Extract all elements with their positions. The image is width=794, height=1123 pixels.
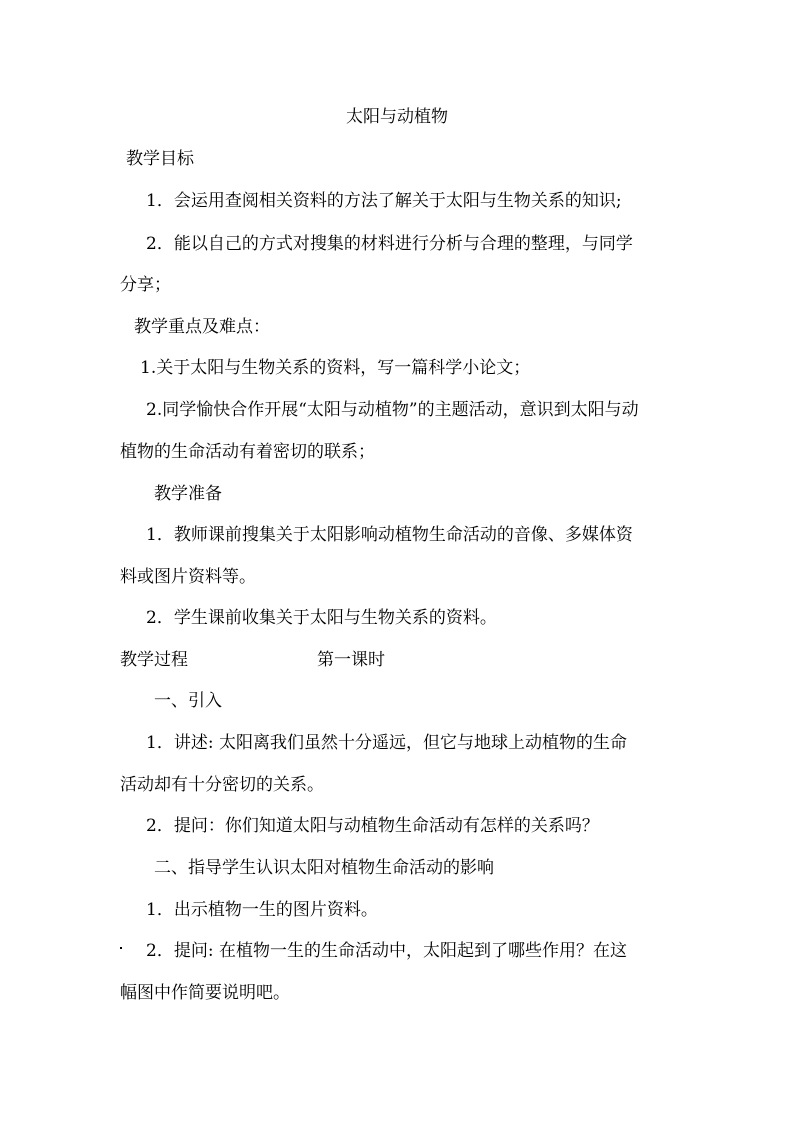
prep-item-2: 2．学生课前收集关于太阳与生物关系的资料。 — [146, 608, 497, 628]
intro-item-2: 2．提问：你们知道太阳与动植物生命活动有怎样的关系吗？ — [146, 816, 599, 836]
goal-item-1: 1．会运用查阅相关资料的方法了解关于太阳与生物关系的知识; — [146, 191, 622, 211]
document-title: 太阳与动植物 — [346, 107, 448, 127]
guide-item-2-line-2: 幅图中作简要说明吧。 — [120, 983, 290, 1003]
section-heading-key-points: 教学重点及难点： — [134, 317, 270, 337]
guide-item-2-line-1: 2．提问: 在植物一生的生命活动中，太阳起到了哪些作用？在这 — [146, 941, 627, 961]
part-heading-intro: 一、引入 — [154, 691, 222, 711]
part-heading-plant-guidance: 二、指导学生认识太阳对植物生命活动的影响 — [154, 858, 494, 878]
section-heading-process: 教学过程 — [120, 650, 188, 670]
section-heading-preparation: 教学准备 — [154, 484, 222, 504]
stray-mark — [120, 947, 122, 949]
section-heading-goals: 教学目标 — [126, 149, 194, 169]
goal-item-2-line-1: 2．能以自己的方式对搜集的材料进行分析与合理的整理，与同学 — [146, 234, 633, 254]
guide-item-1: 1．出示植物一生的图片资料。 — [146, 900, 378, 920]
prep-item-1-line-2: 料或图片资料等。 — [120, 567, 256, 587]
prep-item-1-line-1: 1．教师课前搜集关于太阳影响动植物生命活动的音像、多媒体资 — [146, 525, 633, 545]
goal-item-2-line-2: 分享； — [120, 275, 171, 295]
intro-item-1-line-2: 活动却有十分密切的关系。 — [120, 775, 324, 795]
key-point-1: 1.关于太阳与生物关系的资料，写一篇科学小论文； — [140, 358, 531, 378]
key-point-2-line-1: 2.同学愉快合作开展“太阳与动植物”的主题活动，意识到太阳与动 — [146, 400, 639, 420]
key-point-2-line-2: 植物的生命活动有着密切的联系； — [120, 442, 375, 462]
lesson-label: 第一课时 — [317, 650, 385, 670]
intro-item-1-line-1: 1．讲述: 太阳离我们虽然十分遥远，但它与地球上动植物的生命 — [146, 733, 627, 753]
